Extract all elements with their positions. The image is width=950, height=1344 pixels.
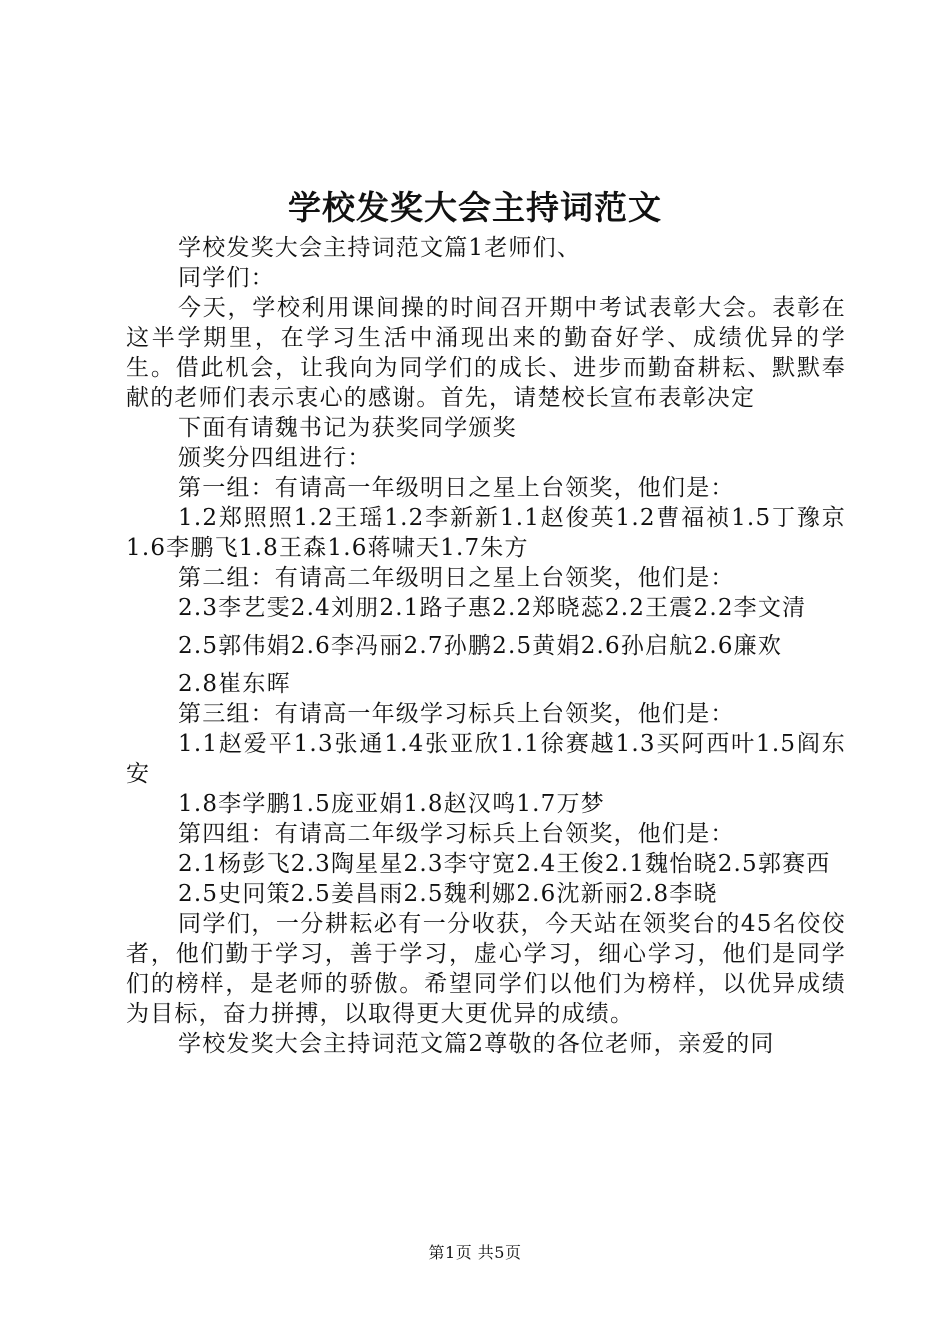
paragraph: 1.2郑照照1.2王瑶1.2李新新1.1赵俊英1.2曹福祯1.5丁豫京1.6李鹏飞1.8王森1.6蒋啸天1.7朱方: [126, 505, 846, 561]
document-title: 学校发奖大会主持词范文: [288, 188, 662, 227]
paragraph: 学校发奖大会主持词范文篇2尊敬的各位老师，亲爱的同: [178, 1031, 775, 1057]
document-body: [126, 233, 846, 1059]
paragraph: 下面有请魏书记为获奖同学颁奖: [178, 415, 517, 441]
paragraph: 1.8李学鹏1.5庞亚娟1.8赵汉鸣1.7万梦: [178, 791, 605, 817]
paragraph: 2.8崔东晖: [178, 671, 291, 697]
paragraph: 颁奖分四组进行：: [178, 445, 372, 471]
paragraph: 同学们，一分耕耘必有一分收获，今天站在领奖台的45名佼佼者，他们勤于学习，善于学习，虚心学习，细心学习，他们是同学们的榜样，是老师的骄傲。希望同学们以他们为榜样，以优异成绩为目标，奋力拼搏，以取得更大更优异的成绩。: [126, 911, 846, 1027]
paragraph: 第二组：有请高二年级明日之星上台领奖，他们是：: [178, 565, 735, 591]
paragraph: 2.5郭伟娟2.6李冯丽2.7孙鹏2.5黄娟2.6孙启航2.6廉欢: [178, 633, 783, 659]
paragraph: 1.1赵爱平1.3张通1.4张亚欣1.1徐赛越1.3买阿西叶1.5阎东安: [126, 731, 846, 787]
paragraph: 2.3李艺雯2.4刘朋2.1路子惠2.2郑晓蕊2.2王震2.2李文清: [178, 595, 807, 621]
paragraph: 2.5史冋策2.5姜昌雨2.5魏利娜2.6沈新丽2.8李晓: [178, 881, 718, 907]
paragraph: 2.1杨彭飞2.3陶星星2.3李守宽2.4王俊2.1魏怡晓2.5郭赛西: [178, 851, 831, 877]
paragraph: 第一组：有请高一年级明日之星上台领奖，他们是：: [178, 475, 735, 501]
paragraph: 第三组：有请高一年级学习标兵上台领奖，他们是：: [178, 701, 735, 727]
paragraph: 同学们：: [178, 265, 275, 291]
paragraph: 学校发奖大会主持词范文篇1老师们、: [178, 235, 582, 261]
paragraph: 第四组：有请高二年级学习标兵上台领奖，他们是：: [178, 821, 735, 847]
page-footer: 第1页 共5页: [428, 1243, 522, 1262]
paragraph: 今天，学校利用课间操的时间召开期中考试表彰大会。表彰在这半学期里，在学习生活中涌现出来的勤奋好学、成绩优异的学生。借此机会，让我向为同学们的成长、进步而勤奋耕耘、默默奉献的老师们表示衷心的感谢。首先，请楚校长宣布表彰决定: [126, 295, 846, 411]
